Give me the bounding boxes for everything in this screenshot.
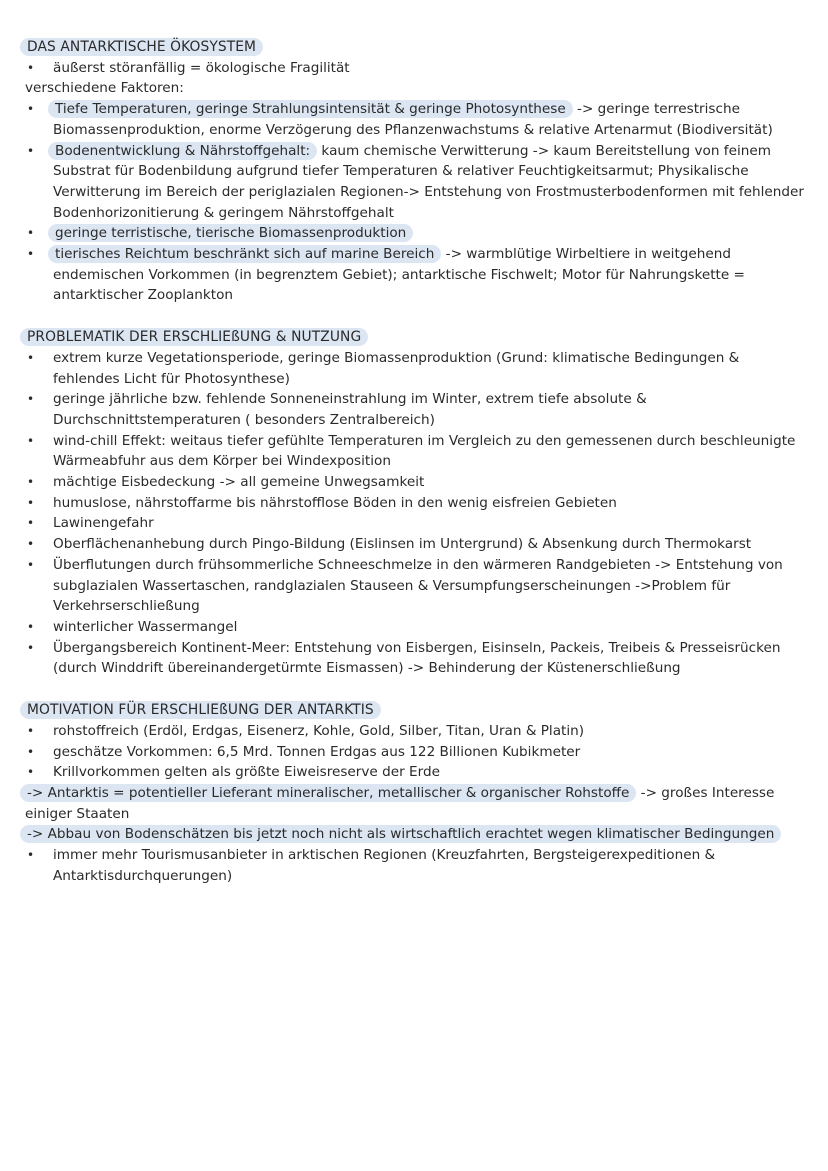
bullet-item: • extrem kurze Vegetationsperiode, geringe Biomassenproduktion (Grund: klimatische Bedingungen & fehlendes Licht für Photosynthese) bbox=[25, 348, 808, 389]
bullet-item: • Übergangsbereich Kontinent-Meer: Entstehung von Eisbergen, Eisinseln, Packeis, Treibeis & Presseisrücken (durch Winddrift übereinandergetürmte Eismassen) -> Behinderung der Küstenerschließung bbox=[25, 638, 808, 679]
bullet-item: • rohstoffreich (Erdöl, Erdgas, Eisenerz, Kohle, Gold, Silber, Titan, Uran & Platin) bbox=[25, 721, 808, 742]
section-heading: PROBLEMATIK DER ERSCHLIEßUNG & NUTZUNG bbox=[20, 328, 368, 346]
bullet-item: • humuslose, nährstoffarme bis nährstofflose Böden in den wenig eisfreien Gebieten bbox=[25, 493, 808, 514]
highlight-text: -> Antarktis = potentieller Lieferant mineralischer, metallischer & organischer Rohstoffe bbox=[20, 784, 636, 802]
section-motivation bbox=[25, 700, 808, 886]
bullet-list bbox=[25, 99, 808, 306]
bullet-list bbox=[25, 348, 808, 679]
highlight-text: -> Abbau von Bodenschätzen bis jetzt noch nicht als wirtschaftlich erachtet wegen klimatischer Bedingungen bbox=[20, 825, 781, 843]
section-oekosystem bbox=[25, 37, 808, 306]
bullet-item: • geschätze Vorkommen: 6,5 Mrd. Tonnen Erdgas aus 122 Billionen Kubikmeter bbox=[25, 742, 808, 763]
bullet-list bbox=[25, 721, 808, 783]
bullet-item: • Bodenentwicklung & Nährstoffgehalt: kaum chemische Verwitterung -> kaum Bereitstellung von feinem Substrat für Bodenbildung aufgrund tiefer Temperaturen & relativer Feuchtigkeitsarmut; Physikalische Verwitterung im Bereich der periglazialen Regionen-> Entstehung von Frostmusterbodenformen mit fehlender Bodenhorizonitierung & geringem Nährstoffgehalt bbox=[25, 141, 808, 224]
bullet-item: • Lawinengefahr bbox=[25, 513, 808, 534]
highlight-text: geringe terristische, tierische Biomassenproduktion bbox=[48, 224, 413, 242]
bullet-item: • Überflutungen durch frühsommerliche Schneeschmelze in den wärmeren Randgebieten -> Entstehung von subglazialen Wassertaschen, randglazialen Stauseen & Versumpfungserscheinungen ->Problem für Verkehrserschließung bbox=[25, 555, 808, 617]
text-line: verschiedene Faktoren: bbox=[25, 80, 184, 97]
bullet-item: • immer mehr Tourismusanbieter in arktischen Regionen (Kreuzfahrten, Bergsteigerexpeditionen & Antarktisdurchquerungen) bbox=[25, 845, 808, 886]
bullet-item: • Tiefe Temperaturen, geringe Strahlungsintensität & geringe Photosynthese -> geringe terrestrische Biomassenproduktion, enorme Verzögerung des Pflanzenwachstums & relative Artenarmut (Biodiversität) bbox=[25, 99, 808, 140]
text-line: -> Antarktis = potentieller Lieferant mineralischer, metallischer & organischer Rohstoffe -> großes Interesse einiger Staaten bbox=[25, 783, 808, 824]
bullet-item: • äußerst störanfällig = ökologische Fragilität bbox=[25, 58, 808, 79]
bullet-item: • Oberflächenanhebung durch Pingo-Bildung (Eislinsen im Untergrund) & Absenkung durch Thermokarst bbox=[25, 534, 808, 555]
bullet-item: • tierisches Reichtum beschränkt sich auf marine Bereich -> warmblütige Wirbeltiere in weitgehend endemischen Vorkommen (in begrenztem Gebiet); antarktische Fischwelt; Motor für Nahrungskette = antarktischer Zooplankton bbox=[25, 244, 808, 306]
bullet-item: • mächtige Eisbedeckung -> all gemeine Unwegsamkeit bbox=[25, 472, 808, 493]
bullet-item: • winterlicher Wassermangel bbox=[25, 617, 808, 638]
bullet-item: • geringe jährliche bzw. fehlende Sonneneinstrahlung im Winter, extrem tiefe absolute & Durchschnittstemperaturen ( besonders Zentralbereich) bbox=[25, 389, 808, 430]
highlight-text: Tiefe Temperaturen, geringe Strahlungsintensität & geringe Photosynthese bbox=[48, 100, 573, 118]
bullet-item: • Krillvorkommen gelten als größte Eiweisreserve der Erde bbox=[25, 762, 808, 783]
bullet-item bbox=[25, 223, 808, 244]
text-line bbox=[25, 824, 808, 845]
highlight-text: Bodenentwicklung & Nährstoffgehalt: bbox=[48, 142, 317, 160]
highlight-text: tierisches Reichtum beschränkt sich auf marine Bereich bbox=[48, 245, 441, 263]
bullet-list bbox=[25, 58, 808, 79]
bullet-list bbox=[25, 845, 808, 886]
section-heading: MOTIVATION FÜR ERSCHLIEßUNG DER ANTARKTIS bbox=[20, 701, 381, 719]
section-problematik bbox=[25, 327, 808, 679]
section-heading: DAS ANTARKTISCHE ÖKOSYSTEM bbox=[20, 38, 263, 56]
bullet-item: • wind-chill Effekt: weitaus tiefer gefühlte Temperaturen im Vergleich zu den gemessenen durch beschleunigte Wärmeabfuhr aus dem Körper bei Windexposition bbox=[25, 431, 808, 472]
